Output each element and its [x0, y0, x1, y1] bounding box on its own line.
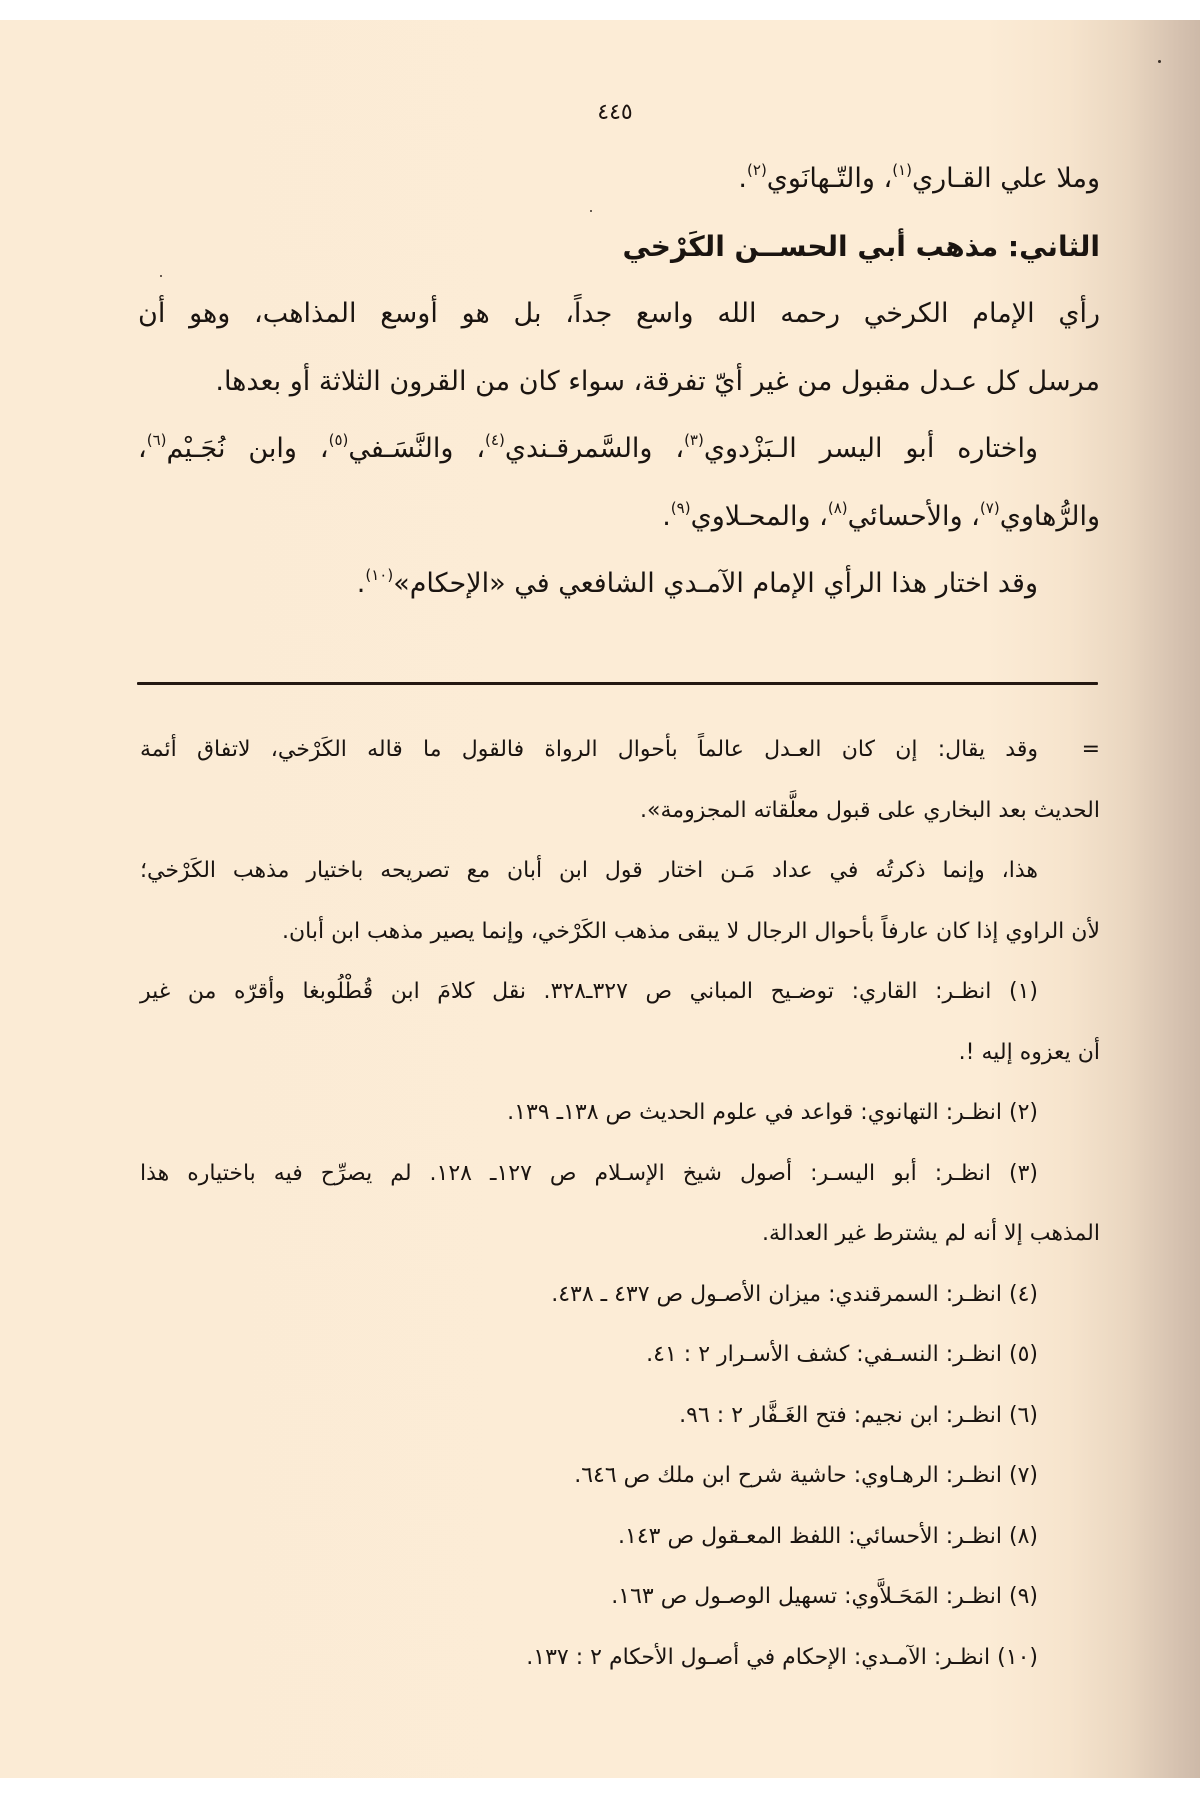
body-line-5: واختاره أبو اليسر الـبَزْدوي$^{(٣)}$، والسَّمرقـندي$^{(٤)}$، والنَّسَـفي$^{(٥)}$، وابن نُجَـيْم$^{(٦)}$، — [138, 431, 1038, 464]
footnote-ref-1[interactable]: (١) — [892, 161, 912, 179]
footnote-number: (٧) — [1008, 1463, 1038, 1488]
body-line-3: رأي الإمام الكرخي رحمه الله واسع جداً، بل هو أوسع المذاهب، وهو أن — [138, 298, 1100, 329]
page-number: ٤٤٥ — [597, 100, 633, 125]
footnote-number: (١٠) — [997, 1644, 1038, 1670]
continuation-marker: = — [1081, 737, 1100, 762]
book-page — [0, 20, 1200, 1778]
footnote-number: (٨) — [1008, 1523, 1038, 1549]
footnote-3: (٣) انظـر: أبو اليسـر: أصول شيخ الإسـلام ص ١٢٧ـ ١٢٨. لم يصرِّح فيه باختياره هذا — [140, 1160, 1038, 1186]
footnote-continuation-line-2: الحديث بعد البخاري على قبول معلَّقاته المجزومة». — [640, 797, 1100, 823]
footnote-7: (٧) انظـر: الرهـاوي: حاشية شرح ابن ملك ص ٦٤٦. — [574, 1463, 1038, 1488]
section-heading: الثاني: مذهب أبي الحســن الكَرْخي — [622, 229, 1100, 263]
footnote-number: (١) — [1008, 979, 1038, 1004]
body-line-1: وملا علي القـاري$^{(١)}$، والتّـهانَوي$^{(٢)}$. — [738, 161, 1100, 194]
footnote-3-cont: المذهب إلا أنه لم يشترط غير العدالة. — [761, 1221, 1100, 1246]
body-line-6: والرُّهاوي$^{(٧)}$، والأحسائي$^{(٨)}$، والمحـلاوي$^{(٩)}$. — [662, 498, 1100, 532]
paper-speck — [1158, 60, 1161, 63]
footnote-continuation-line-3: هذا، وإنما ذكرتُه في عداد مَـن اختار قول ابن أبان مع تصريحه باختيار مذهب الكَرْخي؛ — [140, 858, 1038, 883]
footnote-2: (٢) انظـر: التهانوي: قواعد في علوم الحديث ص ١٣٨ـ ١٣٩. — [507, 1100, 1038, 1125]
footnote-ref-8[interactable]: (٨) — [827, 498, 848, 517]
footnote-5: (٥) انظـر: النسـفي: كشف الأسـرار ٢ : ٤١. — [646, 1342, 1038, 1367]
footnote-9: (٩) انظـر: المَحَـلاَّوي: تسهيل الوصـول ص ١٦٣. — [611, 1584, 1038, 1609]
footnote-number: (٩) — [1008, 1584, 1038, 1609]
footnote-number: (٢) — [1008, 1100, 1038, 1125]
footnote-number: (٦) — [1008, 1402, 1038, 1428]
body-line-7: وقد اختار هذا الرأي الإمام الآمـدي الشافعي في «الإحكام»$^{(١٠)}$. — [356, 566, 1038, 599]
footnote-ref-2[interactable]: (٢) — [747, 161, 767, 179]
footnote-ref-10[interactable]: (١٠) — [365, 566, 394, 584]
footnote-6: (٦) انظـر: ابن نجيم: فتح الغَـفَّار ٢ : ٩٦. — [679, 1402, 1038, 1428]
footnote-10: (١٠) انظـر: الآمـدي: الإحكام في أصـول الأحكام ٢ : ١٣٧. — [526, 1644, 1038, 1670]
footnote-ref-3[interactable]: (٣) — [684, 431, 704, 449]
footnote-continuation-line-1: =وقد يقال: إن كان العـدل عالماً بأحوال الرواة فالقول ما قاله الكَرْخي، لاتفاق أئمة — [140, 720, 1100, 781]
footnote-ref-4[interactable]: (٤) — [485, 431, 505, 449]
footnote-ref-9[interactable]: (٩) — [670, 498, 691, 517]
footnote-number: (٤) — [1008, 1281, 1038, 1307]
footnote-1-cont: أن يعزوه إليه !. — [958, 1039, 1100, 1065]
footnote-1: (١) انظـر: القاري: توضـيح المباني ص ٣٢٧ـ٣٢٨. نقل كلامَ ابن قُطْلُوبغا وأقرّه من غير — [140, 979, 1038, 1004]
footnote-continuation-line-4: لأن الراوي إذا كان عارفاً بأحوال الرجال لا يبقى مذهب الكَرْخي، وإنما يصير مذهب ابن أبان. — [282, 918, 1100, 944]
body-line-4: مرسل كل عـدل مقبول من غير أيّ تفرقة، سواء كان من القرون الثلاثة أو بعدها. — [215, 365, 1100, 397]
footnote-number: (٥) — [1008, 1342, 1038, 1367]
footnote-ref-5[interactable]: (٥) — [328, 431, 349, 449]
footnotes — [140, 720, 1100, 1688]
footnote-number: (٣) — [1008, 1160, 1038, 1186]
footnote-ref-7[interactable]: (٧) — [979, 498, 1000, 517]
footnote-8: (٨) انظـر: الأحسائي: اللفظ المعـقول ص ١٤٣. — [618, 1523, 1038, 1549]
footnote-4: (٤) انظـر: السمرقندي: ميزان الأصـول ص ٤٣٧ ـ ٤٣٨. — [551, 1281, 1038, 1307]
main-text — [138, 145, 1100, 618]
footnote-ref-6[interactable]: (٦) — [146, 431, 167, 449]
footnote-separator — [137, 682, 1098, 685]
